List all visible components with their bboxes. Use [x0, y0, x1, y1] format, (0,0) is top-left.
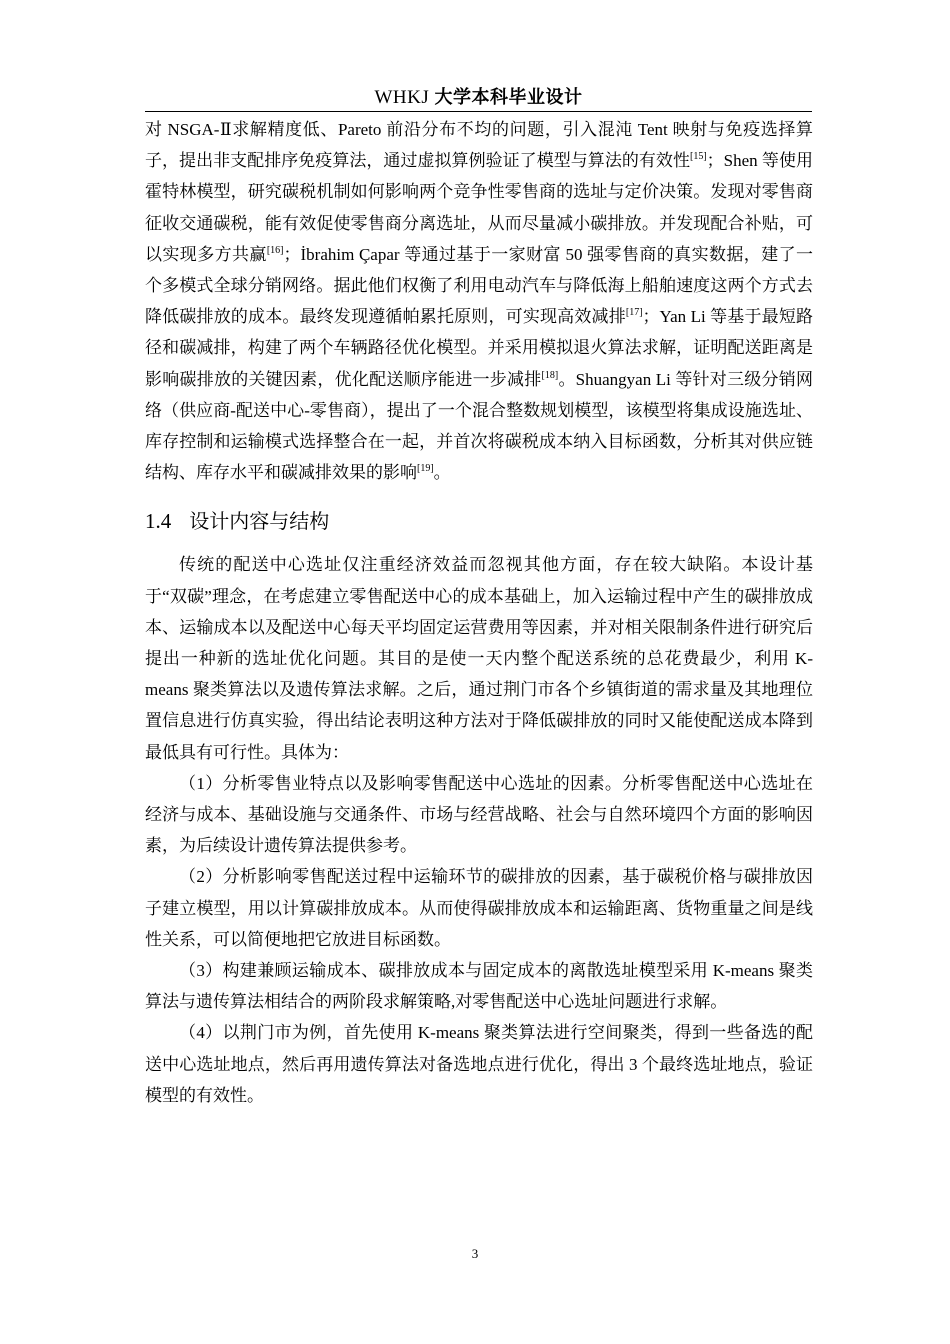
page-header — [145, 84, 812, 112]
list-item-3: （3）构建兼顾运输成本、碳排放成本与固定成本的离散选址模型采用 K-means 聚类算法与遗传算法相结合的两阶段求解策略,对零售配送中心选址问题进行求解。 — [145, 961, 813, 1012]
text-run: 。 — [433, 463, 451, 483]
text-run: ；İbrahim Çapar 等通过基于一家财富 50 强零售商的真实数据，建了一个多模式全球分销网络。据此他们权衡了利用电动汽车与降低海上船舶速度这两个方式去降低碳排放的成本。最终发现遵循帕累托原则，可实现高效减排 — [145, 244, 813, 327]
text-run: 。Shuangyan Li 等针对三级分销网络（供应商-配送中心-零售商），提出了一个混合整数规划模型，该模型将集成设施选址、库存控制和运输模式选择整合在一起，并首次将碳税成本纳入目标函数，分析其对供应链结构、库存水平和碳减排效果的影响 — [145, 369, 813, 483]
list-item-1: （1）分析零售业特点以及影响零售配送中心选址的因素。分析零售配送中心选址在经济与成本、基础设施与交通条件、市场与经营战略、社会与自然环境四个方面的影响因素，为后续设计遗传算法提供参考。 — [145, 773, 813, 856]
text-run: ；Yan Li 等基于最短路径和碳减排，构建了两个车辆路径优化模型。并采用模拟退火算法求解，证明配送距离是影响碳排放的关键因素，优化配送顺序能进一步减排 — [145, 307, 813, 389]
citation: [17] — [625, 307, 643, 319]
intro-paragraph: 传统的配送中心选址仅注重经济效益而忽视其他方面，存在较大缺陷。本设计基于“双碳”理念，在考虑建立零售配送中心的成本基础上，加入运输过程中产生的碳排放成本、运输成本以及配送中心每天平均固定运营费用等因素，并对相关限制条件进行研究后提出一种新的选址优化问题。其目的是使一天内整个配送系统的总花费最少，利用 K-means 聚类算法以及遗传算法求解。之后，通过荆门市各个乡镇街道的需求量及其地理位置信息进行仿真实验，得出结论表明这种方法对于降低碳排放的同时又能使配送成本降到最低具有可行性。具体为： — [145, 555, 813, 762]
text-run: ；Shen 等使用霍特林模型，研究碳税机制如何影响两个竞争性零售商的选址与定价决策。发现对零售商征收交通碳税，能有效促使零售商分离选址，从而尽量减小碳排放。并发现配合补贴，可以实现多方共赢 — [145, 151, 813, 264]
list-item-2: （2）分析影响零售配送过程中运输环节的碳排放的因素，基于碳税价格与碳排放因子建立模型，用以计算碳排放成本。从而使得碳排放成本和运输距离、货物重量之间是线性关系，可以简便地把它放进目标函数。 — [145, 867, 813, 949]
section-heading — [145, 506, 813, 536]
literature-review-paragraph — [145, 114, 813, 488]
page-number: 3 — [471, 1246, 479, 1261]
citation: [19] — [417, 463, 434, 475]
header-title: 大学本科毕业设计 — [434, 87, 583, 108]
header-school-code: WHKJ — [374, 87, 435, 108]
citation: [15] — [689, 151, 707, 163]
list-item-4: （4）以荆门市为例，首先使用 K-means 聚类算法进行空间聚类，得到一些备选的配送中心选址地点，然后再用遗传算法对备选地点进行优化，得出 3 个最终选址地点，验证模型的有效性。 — [145, 1023, 813, 1105]
page-body — [145, 114, 813, 1111]
text-run: 对 NSGA-Ⅱ求解精度低、Pareto 前沿分布不均的问题，引入混沌 Tent 映射与免疫选择算子，提出非支配排序免疫算法，通过虚拟算例验证了模型与算法的有效性 — [145, 120, 813, 171]
section-title: 设计内容与结构 — [189, 509, 330, 534]
citation: [16] — [266, 244, 284, 256]
section-number: 1.4 — [145, 509, 172, 534]
citation: [18] — [541, 369, 559, 381]
